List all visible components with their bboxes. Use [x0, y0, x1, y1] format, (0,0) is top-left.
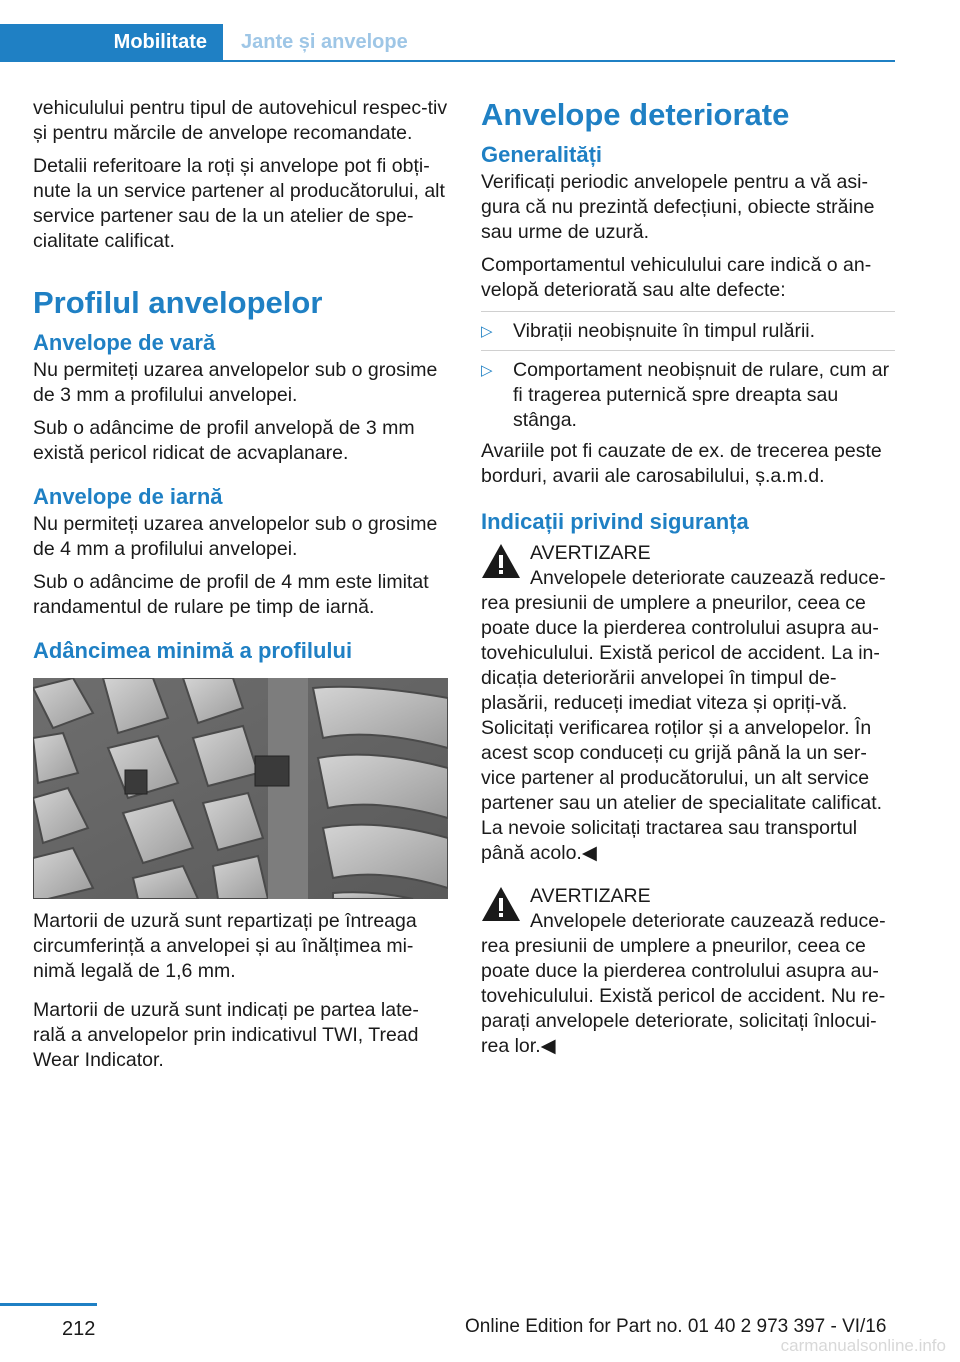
- paragraph: Comportamentul vehiculului care indică o an‐velopă deteriorată sau alte defecte:: [481, 254, 872, 301]
- paragraph: Nu permiteți uzarea anvelopelor sub o grosime de 3 mm a profilului anvelopei.: [33, 359, 438, 406]
- watermark: carmanualsonline.info: [780, 1336, 946, 1355]
- paragraph: Avariile pot fi cauzate de ex. de trecerea peste borduri, avarii ale carosabilului, ș.a.m.d.: [481, 440, 882, 487]
- heading-generalitati: Generalități: [481, 142, 603, 167]
- list-item: [481, 358, 895, 433]
- triangle-bullet-icon: ▷: [481, 362, 493, 379]
- list-divider: [481, 350, 895, 351]
- paragraph: Martorii de uzură sunt indicați pe partea late‐rală a anvelopelor prin indicativul TWI, Tread Wear Indicator.: [33, 999, 419, 1071]
- warning-triangle-icon: [481, 886, 521, 922]
- list-item-text: Comportament neobișnuit de rulare, cum ar fi tragerea puternică spre dreapta sau stânga.: [513, 359, 890, 431]
- warning-text: rea presiunii de umplere a pneurilor, ceea ce poate duce la pierderea controlului asupra au‐tovehiculului. Există pericol de accident. Nu re‐parați anvelopele deteriorate, solicitați înlocui‐rea lor.◀: [481, 935, 886, 1057]
- paragraph: Martorii de uzură sunt repartizați pe întreaga circumferință a anvelopei și au înălțimea mi‐nimă legală de 1,6 mm.: [33, 910, 417, 982]
- list-divider: [481, 311, 895, 312]
- left-column: [33, 96, 448, 1081]
- warning-text: Anvelopele deteriorate cauzează reduce‐: [530, 910, 886, 932]
- heading-vara: Anvelope de vară: [33, 330, 216, 355]
- warning-triangle-icon: [481, 543, 521, 579]
- tire-tread-photo: [33, 678, 448, 899]
- heading-siguranta: Indicații privind siguranța: [481, 509, 749, 534]
- chapter-tab-mobilitate[interactable]: Mobilitate: [0, 24, 223, 60]
- warning-block: [481, 884, 895, 1059]
- triangle-bullet-icon: ▷: [481, 323, 493, 340]
- section-tab-jante[interactable]: Jante și anvelope: [241, 30, 408, 53]
- header-divider: [0, 60, 895, 62]
- edition-note: Online Edition for Part no. 01 40 2 973 397 - VI/16: [465, 1316, 887, 1337]
- paragraph: vehiculului pentru tipul de autovehicul respec‐tiv și pentru mărcile de anvelope recomandate.: [33, 97, 448, 144]
- warning-block: [481, 541, 895, 866]
- warning-text: rea presiunii de umplere a pneurilor, ceea ce poate duce la pierderea controlului asupra au‐tovehiculului. Există pericol de accident. La in‐dicația deteriorării anvelopei în timpul de‐plasării, reduceți imediat viteza și opriți-vă. Solicitați verificarea roților și a anvelopelor. În acest scop conduceți cu grijă până la un ser‐vice partener al producătorului, un alt service partener sau un atelier de specialitate calificat. La nevoie solicitați tractarea sau transportul până acolo.◀: [481, 592, 883, 864]
- list-item: [481, 319, 895, 344]
- warning-title: AVERTIZARE: [530, 542, 651, 564]
- right-column: [481, 96, 895, 1067]
- heading-iarna: Anvelope de iarnă: [33, 484, 223, 509]
- section-header: [0, 24, 895, 62]
- footer-divider: [0, 1303, 97, 1306]
- warning-title: AVERTIZARE: [530, 885, 651, 907]
- heading-adancime: Adâncimea minimă a profilului: [33, 638, 353, 663]
- heading-profil: Profilul anvelopelor: [33, 285, 323, 320]
- warning-text: Anvelopele deteriorate cauzează reduce‐: [530, 567, 886, 589]
- paragraph: Sub o adâncime de profil de 4 mm este limitat randamentul de rulare pe timp de iarnă.: [33, 571, 429, 618]
- list-item-text: Vibrații neobișnuite în timpul rulării.: [513, 320, 816, 342]
- paragraph: Nu permiteți uzarea anvelopelor sub o grosime de 4 mm a profilului anvelopei.: [33, 513, 438, 560]
- paragraph: Detalii referitoare la roți și anvelope pot fi obți‐nute la un service partener al producătorului, alt service partener sau de la un atelier de spe‐cialitate calificat.: [33, 155, 445, 252]
- heading-anvelope-deteriorate: Anvelope deteriorate: [481, 97, 790, 132]
- paragraph: Verificați periodic anvelopele pentru a vă asi‐gura că nu prezintă defecțiuni, obiecte străine sau urme de uzură.: [481, 171, 875, 243]
- paragraph: Sub o adâncime de profil anvelopă de 3 mm există pericol ridicat de acvaplanare.: [33, 417, 415, 464]
- page-number: 212: [62, 1318, 96, 1340]
